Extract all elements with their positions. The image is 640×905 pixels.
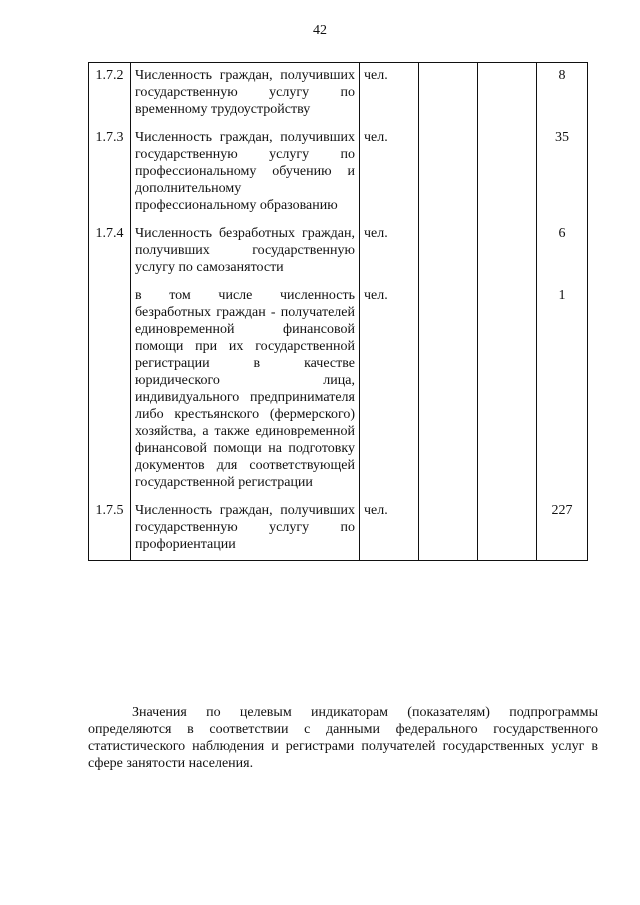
table-row bbox=[89, 498, 588, 561]
row-value: 6 bbox=[537, 221, 588, 283]
table-row bbox=[89, 63, 588, 126]
empty-cell bbox=[419, 221, 478, 283]
row-value: 1 bbox=[537, 283, 588, 498]
table-row bbox=[89, 221, 588, 283]
empty-cell bbox=[419, 125, 478, 221]
empty-cell bbox=[478, 283, 537, 498]
row-unit: чел. bbox=[360, 63, 419, 126]
empty-cell bbox=[478, 221, 537, 283]
row-unit: чел. bbox=[360, 221, 419, 283]
empty-cell bbox=[419, 283, 478, 498]
row-number bbox=[89, 283, 131, 498]
indicators-table bbox=[88, 62, 588, 561]
row-value: 35 bbox=[537, 125, 588, 221]
row-unit: чел. bbox=[360, 498, 419, 561]
row-description: Численность граждан, получивших государственную услугу по профессиональному обучению и дополнительному профессиональному образованию bbox=[131, 125, 360, 221]
row-number: 1.7.3 bbox=[89, 125, 131, 221]
empty-cell bbox=[478, 498, 537, 561]
row-unit: чел. bbox=[360, 283, 419, 498]
row-number: 1.7.2 bbox=[89, 63, 131, 126]
empty-cell bbox=[419, 63, 478, 126]
row-description: в том числе численность безработных граждан - получателей единовременной финансовой помощи при их государственной регистрации в качестве юридического лица, индивидуального предпринимателя либо крестьянского (фермерского) хозяйства, а также единовременной финансовой помощи на подготовку документов для соответствующей государственной регистрации bbox=[131, 283, 360, 498]
row-description: Численность граждан, получивших государственную услугу по профориентации bbox=[131, 498, 360, 561]
footer-paragraph: Значения по целевым индикаторам (показателям) подпрограммы определяются в соответствии с данными федерального государственного статистического наблюдения и регистрами получателей государственных услуг в сфере занятости населения. bbox=[88, 705, 598, 771]
row-unit: чел. bbox=[360, 125, 419, 221]
empty-cell bbox=[419, 498, 478, 561]
row-description: Численность граждан, получивших государственную услугу по временному трудоустройству bbox=[131, 63, 360, 126]
row-description: Численность безработных граждан, получивших государственную услугу по самозанятости bbox=[131, 221, 360, 283]
page-number: 42 bbox=[313, 23, 327, 38]
table-row bbox=[89, 125, 588, 221]
row-number: 1.7.4 bbox=[89, 221, 131, 283]
empty-cell bbox=[478, 63, 537, 126]
row-value: 227 bbox=[537, 498, 588, 561]
empty-cell bbox=[478, 125, 537, 221]
row-value: 8 bbox=[537, 63, 588, 126]
row-number: 1.7.5 bbox=[89, 498, 131, 561]
table-row bbox=[89, 283, 588, 498]
